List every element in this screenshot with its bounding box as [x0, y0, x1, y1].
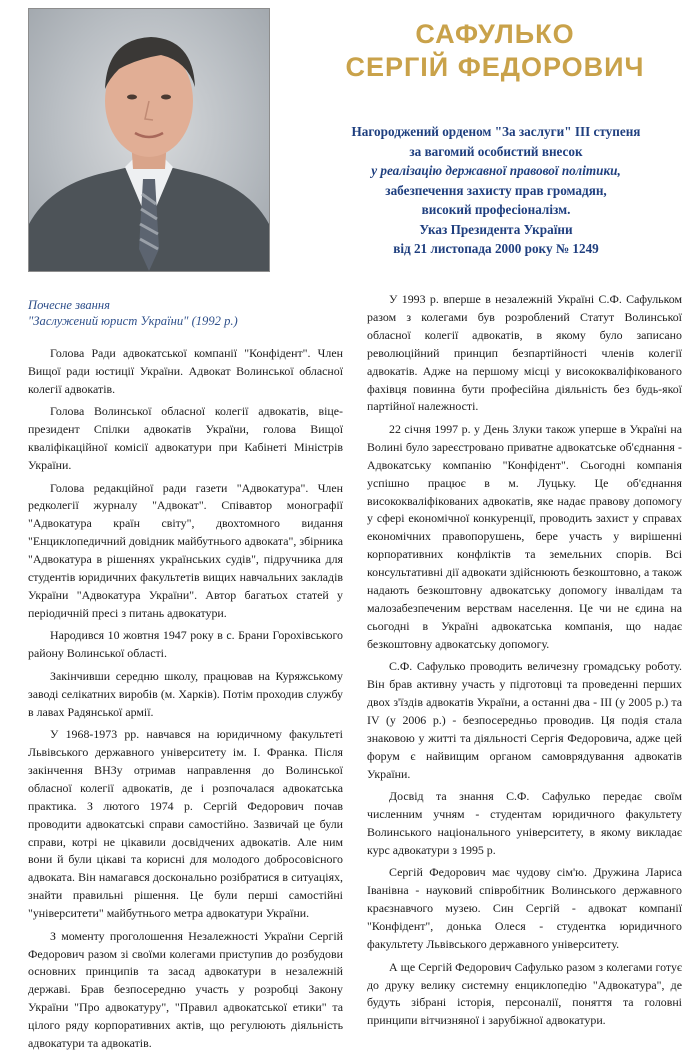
- award-line: забезпечення захисту прав громадян,: [385, 182, 607, 198]
- paragraph: Голова Волинської обласної колегії адвокатів, віце-президент Спілки адвокатів України, голова Вищої кваліфікаційної комісії адвокатури при Кабінеті Міністрів України.: [28, 404, 343, 473]
- paragraph: Голова Ради адвокатської компанії "Конфідент". Член Вищої ради юстиції України. Адвокат Волинської обласної колегії адвокатів.: [28, 346, 343, 396]
- paragraph: З моменту проголошення Незалежності України Сергій Федорович разом зі своїми колегами приступив до розбудови основних принципів та засад адвокатури в незалежній державі. Брав безпосередню участь у розробці Закону України "Про адвокатуру", "Правил адвокатської етики" та цілого ряду корпоративних актів, що регулюють діяльність адвокатури та адвокатів.: [28, 928, 343, 1051]
- person-name: [300, 18, 690, 84]
- award-line: за вагомий особистий внесок: [409, 143, 583, 159]
- left-column: [28, 345, 343, 1058]
- paragraph: Сергій Федорович має чудову сім'ю. Дружина Лариса Іванівна - науковий співробітник Волинського державного краєзнавчого музею. Син Сергій - адвокат компанії "Конфідент", донька Олеся - студентка юридичного факультету Львівського державного університету.: [367, 865, 682, 952]
- paragraph: 22 січня 1997 р. у День Злуки також уперше в Україні на Волині було зареєстровано приватне адвокатське об'єднання - Адвокатську компанію "Конфідент". Сьогодні компанія успішно працює в м. Луцьку. Це об'єднання висококваліфікованих адвокатів, яке надає правову допомогу у сфері економічної конкуренції, проводить захист у справах економічних правопорушень, бере участь у вирішенні корпоративних конфліктів та земельних спорів. Всі консультативні дії адвокати здійснюють безкоштовно, а також надають безкоштовну адвокатську допомогу інвалідам та малозабезпеченим верствам населення. Це чи не єдина на сьогодні в Україні адвокатська компанія, що надає безкоштовну адвокатську допомогу.: [367, 421, 682, 651]
- paragraph: Закінчивши середню школу, працював на Куряжському заводі селікатних виробів (м. Харків). Потім проходив службу в лавах Радянської армії.: [28, 668, 343, 719]
- paragraph: У 1968-1973 рр. навчався на юридичному факультеті Львівського державного університету ім. І. Франка. Після закінчення ВНЗу отримав направлення до Волинської обласної колегії адвокатів, де і розпочалася адвокатська практика. З лютого 1974 р. Сергій Федорович почав проводити адвокатські справи самостійно. Зазвичай це були справи, котрі не цікавили досвідчених адвокатів. Але ним вони й були цікаві та корисні для молодого добросовісного адвоката. Він намагався досконально розібратися в ситуаціях, знайти правильні рішення. Це були перші самостійні "університети" майбутнього метра адвокатури України.: [28, 727, 343, 921]
- award-line: Указ Президента України: [419, 221, 573, 237]
- paragraph: Народився 10 жовтня 1947 року в с. Брани Горохівського району Волинської області.: [28, 628, 343, 661]
- portrait-photo: [28, 8, 270, 272]
- paragraph: С.Ф. Сафулько проводить величезну громадську роботу. Він брав активну участь у підготовці та проведенні перших двох з'їздів адвокатів України, а останні два - ІІІ (у 2005 р.) та IV (у 2006 р.) - безпосередньо проводив. Ця подія стала знаковою у житті та діяльності Сергія Федоровича, адже цей форум є найвищим органом самоврядування адвокатів України.: [367, 659, 682, 781]
- award-line: у реалізацію державної правової політики,: [371, 163, 621, 178]
- paragraph: Досвід та знання С.Ф. Сафулько передає своїм численним учням - студентам юридичного факультету Волинського національного університету, в якому викладає курс адвокатури з 1995 р.: [367, 789, 682, 857]
- award-line: високий професіоналізм.: [421, 202, 571, 217]
- award-statement: [298, 122, 694, 259]
- surname: САФУЛЬКО: [415, 19, 575, 49]
- honorary-title-label: Почесне звання: [28, 298, 111, 312]
- award-line: Нагороджений орденом "За заслуги" ІІІ ступеня: [351, 124, 641, 139]
- right-column: [367, 291, 682, 1035]
- award-line: від 21 листопада 2000 року № 1249: [393, 241, 599, 256]
- given-names: СЕРГІЙ ФЕДОРОВИЧ: [345, 52, 645, 82]
- paragraph: У 1993 р. вперше в незалежній Україні С.Ф. Сафульком разом з колегами був розроблений Статут Волинської обласної колегії адвокатів, в якому було записано революційний принцип безпартійності членів колегії адвокатів. Адже на першому місці у висококваліфікованого фахівця повинна бути професійна діяльність без будь-якої партійної належності.: [367, 292, 682, 414]
- paragraph: Голова редакційної ради газети "Адвокатура". Член редколегії журналу "Адвокат". Співавтор монографії "Адвокатура країн світу", двохтомного видання "Енциклопедичний довідник майбутнього адвоката", збірника "Адвокатура в рішеннях українських судів", підручника для студентів юридичних факультетів вищих навчальних закладів України "Адвокатура України". Автор багатьох статей у періодичній пресі з питань адвокатури.: [28, 480, 343, 620]
- portrait-illustration: [29, 9, 269, 271]
- paragraph: А ще Сергій Федорович Сафулько разом з колегами готує до друку велику системну енциклопедію "Адвокатура", де будуть зібрані історія, персоналії, поняття та головні принципи вітчизняної і зарубіжної адвокатури.: [367, 959, 682, 1028]
- honorary-title: [28, 297, 328, 329]
- honorary-title-value: "Заслужений юрист України" (1992 р.): [28, 314, 238, 328]
